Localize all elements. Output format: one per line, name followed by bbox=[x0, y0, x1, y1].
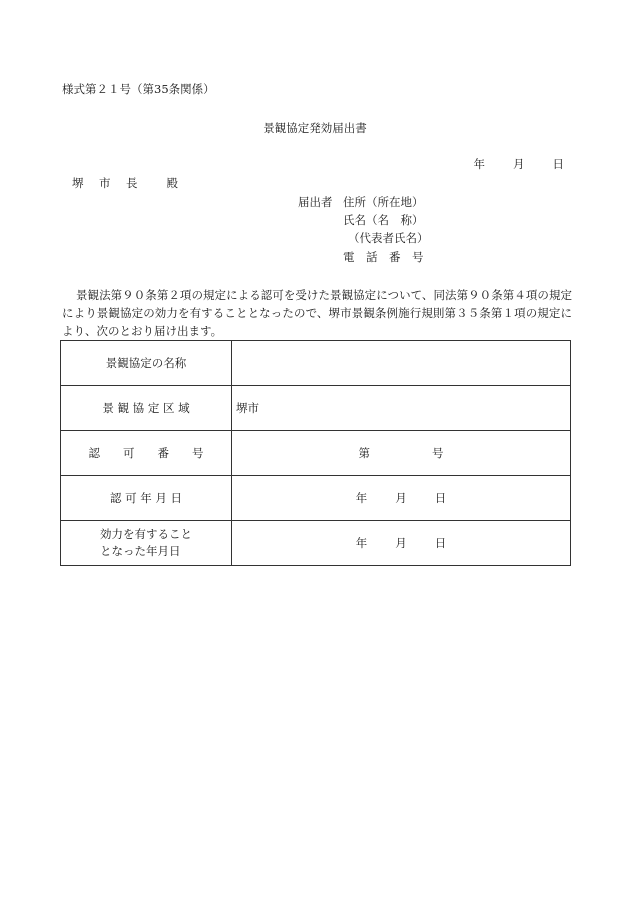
effective-date-label-line2: となった年月日 bbox=[100, 544, 181, 558]
approval-number-suffix: 号 bbox=[432, 446, 444, 460]
table-row bbox=[61, 431, 571, 476]
applicant-address-label: 住所（所在地） bbox=[343, 195, 424, 209]
agreement-area-label: 景 観 協 定 区 域 bbox=[61, 386, 232, 431]
document-title: 景観協定発効届出書 bbox=[263, 121, 367, 135]
agreement-details-table bbox=[60, 340, 571, 566]
date-year: 年 bbox=[473, 157, 485, 171]
applicant-label: 届出者 bbox=[298, 195, 333, 209]
applicant-name-label: 氏名（名 称） bbox=[343, 213, 424, 227]
effective-date-label-line1: 効力を有すること bbox=[100, 527, 192, 541]
agreement-name-field[interactable] bbox=[232, 341, 571, 386]
approval-date-label: 認 可 年 月 日 bbox=[61, 476, 232, 521]
effective-date-year: 年 bbox=[355, 536, 368, 550]
date-day: 日 bbox=[552, 157, 564, 171]
approval-date-month: 月 bbox=[395, 491, 407, 505]
form-number: 様式第２１号（第35条関係） bbox=[62, 82, 215, 96]
date-month: 月 bbox=[513, 157, 525, 171]
effective-date-field[interactable] bbox=[232, 521, 571, 566]
declaration-paragraph: 景観法第９０条第２項の規定による認可を受けた景観協定について、同法第９０条第４項の規定により景観協定の効力を有することとなったので、堺市景観条例施行規則第３５条第１項の規定により、次のとおり届け出ます。 bbox=[62, 288, 572, 338]
table-row bbox=[61, 476, 571, 521]
approval-number-field[interactable] bbox=[232, 431, 571, 476]
agreement-name-label: 景観協定の名称 bbox=[61, 341, 232, 386]
agreement-area-field[interactable]: 堺市 bbox=[232, 386, 571, 431]
effective-date-day: 日 bbox=[434, 536, 447, 550]
applicant-phone-label: 電 話 番 号 bbox=[343, 250, 424, 264]
applicant-representative-label: （代表者氏名） bbox=[348, 231, 429, 245]
approval-number-label: 認 可 番 号 bbox=[61, 431, 232, 476]
approval-date-day: 日 bbox=[434, 491, 447, 505]
effective-date-month: 月 bbox=[395, 536, 407, 550]
approval-date-field[interactable] bbox=[232, 476, 571, 521]
addressee: 堺 市 長 殿 bbox=[72, 176, 180, 190]
effective-date-label bbox=[61, 521, 232, 566]
approval-number-prefix: 第 bbox=[358, 446, 370, 460]
table-row bbox=[61, 386, 571, 431]
approval-date-year: 年 bbox=[355, 491, 368, 505]
submission-date bbox=[474, 156, 565, 172]
table-row bbox=[61, 521, 571, 566]
table-row bbox=[61, 341, 571, 386]
